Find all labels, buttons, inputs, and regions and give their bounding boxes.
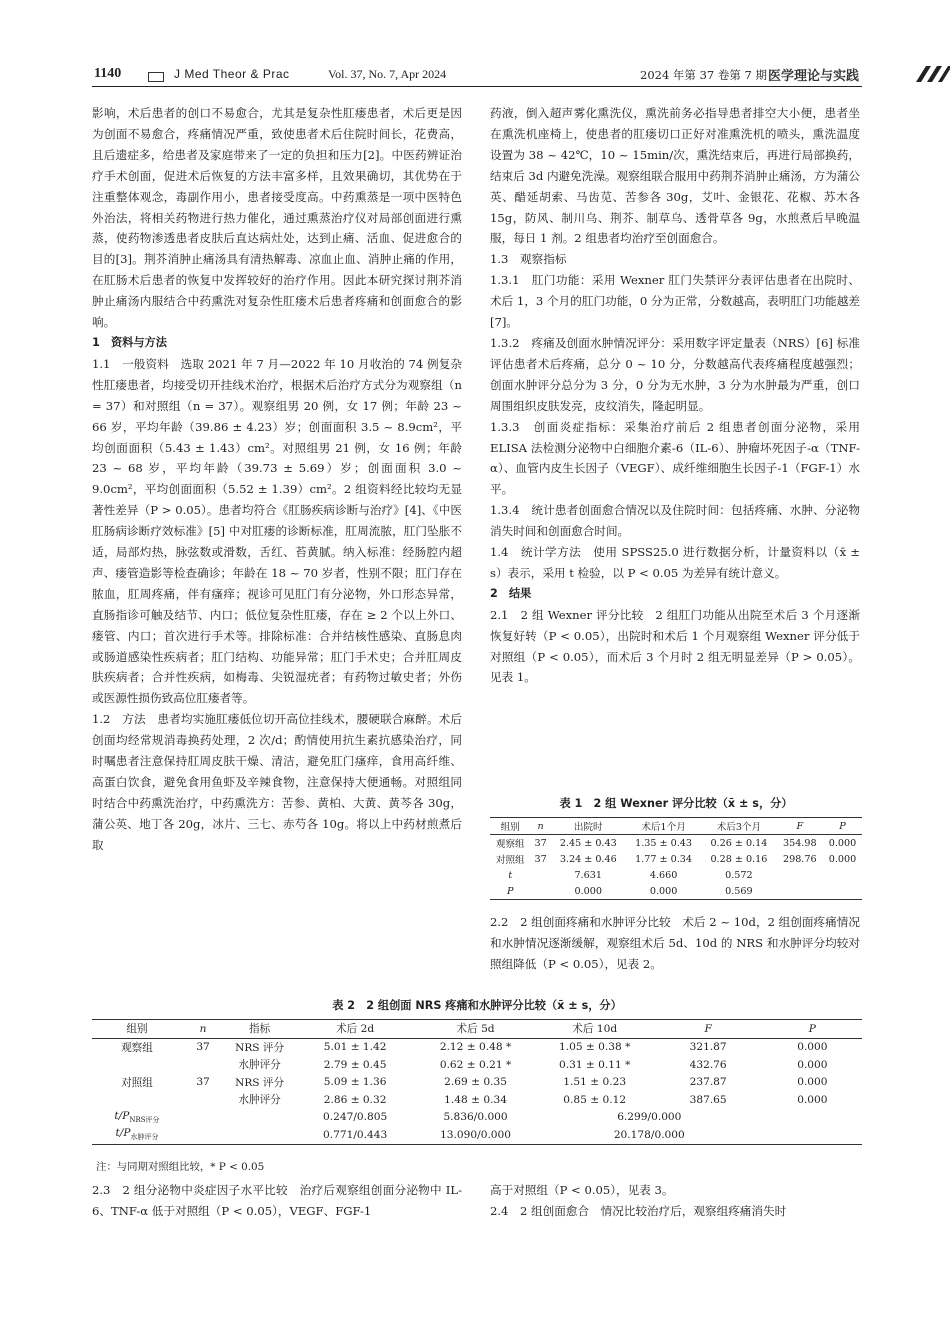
table-row	[490, 851, 862, 867]
t2-header: 指标	[224, 1020, 295, 1039]
t2-header: 组别	[92, 1020, 182, 1039]
t1-header: n	[531, 818, 551, 835]
right-column	[490, 103, 860, 688]
paragraph-methods-cont: 药液，倒入超声雾化熏洗仪，熏洗前务必指导患者排空大小便，患者坐在熏洗机座椅上，使患者的肛瘘切口正好对准熏洗机的喷头，熏洗温度设置为 38 ~ 42℃，10 ~ 15min/次，熏洗结束后，再进行局部换药，结束后 3d 内避免洗澡。观察组联合服用中药荆芥消肿止痛汤，方为蒲公英、醋延胡索、马齿苋、苦参各 30g，艾叶、金银花、花椒、苏木各 15g，防风、制川乌、荆芥、制草乌、透骨草各 9g，水煎煮后早晚温服，每日 1 剂。2 组患者均治疗至创面愈合。	[490, 106, 860, 246]
t2-cell: 5.836/0.000	[443, 1111, 508, 1124]
t1-cell: 对照组	[495, 855, 525, 866]
t1-cell: 7.631	[574, 869, 602, 881]
section-heading-results: 2 结果	[490, 586, 532, 600]
left-column	[92, 103, 462, 856]
paragraph-nrs-results: 2.2 2 组创面疼痛和水肿评分比较 术后 2 ~ 10d，2 组创面疼痛情况和水肿情况逐渐缓解，观察组术后 5d、10d 的 NRS 和水肿评分均较对照组降低（P < 0.05），见表 2。	[490, 915, 860, 971]
t2-cell: 5.09 ± 1.36	[323, 1076, 387, 1089]
t2-cell: 0.62 ± 0.21 *	[439, 1058, 512, 1071]
t2-cell: 37	[196, 1041, 210, 1054]
journal-name-en: J Med Theor & Prac	[174, 67, 290, 81]
t1-cell: 0.000	[551, 883, 626, 900]
t1-cell: 0.26 ± 0.14	[710, 837, 768, 849]
table1-caption: 表 1 2 组 Wexner 评分比较（x̄ ± s，分）	[559, 797, 793, 810]
table-row	[92, 1109, 862, 1127]
t2-cell	[763, 1109, 862, 1127]
t2-header: 术后 2d	[295, 1020, 415, 1039]
running-header	[92, 64, 862, 87]
t2-cell: 观察组	[121, 1041, 153, 1054]
t1-cell: 0.000	[828, 853, 857, 865]
paragraph-wexner-results: 2.1 2 组 Wexner 评分比较 2 组肛门功能从出院至术后 3 个月逐渐恢复好转（P < 0.05），出院时和术后 1 个月观察组 Wexner 评分低于对照组（P < 0.05），而术后 3 个月时 2 组无明显差异（P > 0.05）。见表 1。	[490, 607, 860, 685]
t1-cell: 1.35 ± 0.43	[635, 837, 693, 849]
t1-cell: 37	[534, 853, 547, 865]
t1-cell: 37	[534, 837, 547, 849]
t1-cell: 1.77 ± 0.34	[635, 853, 693, 865]
t2-cell: 水肿评分	[238, 1094, 281, 1107]
t2-cell	[224, 1109, 295, 1127]
t2-stat-sub: NRS评分	[129, 1115, 160, 1124]
header-box-icon	[148, 72, 164, 82]
t2-cell: 5.01 ± 1.42	[323, 1041, 387, 1054]
t2-cell: 432.76	[689, 1058, 727, 1071]
t2-cell	[182, 1109, 224, 1127]
t1-cell: 0.000	[626, 883, 701, 900]
t2-stat-sub: 水肿评分	[130, 1133, 159, 1142]
t2-cell: 0.31 ± 0.11 *	[558, 1058, 631, 1071]
t2-cell	[182, 1126, 224, 1144]
paragraph-pain-edema: 1.3.2 疼痛及创面水肿情况评分：采用数字评定量表（NRS）[6] 标准评估患者术后疼痛，总分 0 ~ 10 分，分数越高代表疼痛程度越强烈；创面水肿评分总分为 3 分，0 分为无水肿，3 分为水肿最为严重，创口周围组织皮肤发亮，皮纹消失，隆起明显。	[490, 335, 860, 413]
t2-cell	[182, 1091, 224, 1109]
t1-cell	[777, 867, 823, 883]
t2-cell: 20.178/0.000	[536, 1126, 763, 1144]
t2-cell: 0.000	[797, 1041, 828, 1054]
t2-cell	[92, 1056, 182, 1074]
table2-caption: 表 2 2 组创面 NRS 疼痛和水肿评分比较（x̄ ± s，分）	[332, 999, 622, 1012]
t2-cell: 13.090/0.000	[415, 1126, 536, 1144]
paragraph-anal-function: 1.3.1 肛门功能：采用 Wexner 肛门失禁评分表评估患者在出院时、术后 1，3 个月的肛门功能，0 分为正常，分数越高，表明肛门功能越差[7]。	[490, 273, 860, 330]
t1-cell: 0.572	[725, 869, 753, 881]
t1-cell	[777, 883, 823, 900]
t2-cell	[92, 1091, 182, 1109]
journal-logo-icon	[914, 64, 950, 84]
t2-cell: 0.771/0.443	[295, 1126, 415, 1144]
table-row	[490, 883, 862, 900]
t1-cell: P	[490, 883, 531, 900]
t1-header: F	[777, 818, 823, 835]
t2-cell: 6.299/0.000	[617, 1111, 682, 1124]
issue-info-cn: 2024 年第 37 卷第 7 期	[640, 68, 767, 82]
t2-header: 术后 10d	[536, 1020, 654, 1039]
t2-cell: 2.86 ± 0.32	[323, 1093, 387, 1106]
bottom-right	[490, 1180, 860, 1222]
t2-cell: 0.000	[797, 1058, 828, 1071]
t2-stat-label	[92, 1109, 182, 1127]
t1-header: 术后1个月	[626, 818, 701, 835]
t2-cell: 37	[196, 1076, 210, 1089]
t2-cell: 2.79 ± 0.45	[323, 1058, 387, 1071]
t2-cell: 1.51 ± 0.23	[563, 1076, 627, 1089]
table-row	[92, 1091, 862, 1109]
paragraph-inflammation: 1.3.3 创面炎症指标：采集治疗前后 2 组患者创面分泌物，采用 ELISA 法检测分泌物中白细胞介素-6（IL-6）、肿瘤坏死因子-α（TNF-α）、血管内皮生长因子（VEGF）、成纤维细胞生长因子-1（FGF-1）水平。	[490, 419, 860, 497]
t1-cell: 0.569	[701, 883, 776, 900]
t1-cell: 0.000	[828, 837, 857, 849]
results-22	[490, 912, 860, 975]
t2-cell: 237.87	[689, 1076, 727, 1089]
t2-cell	[763, 1126, 862, 1144]
table2-note: 注：与同期对照组比较，* P < 0.05	[96, 1161, 265, 1173]
t1-cell	[823, 883, 862, 900]
t1-header: 出院时	[551, 818, 626, 835]
t2-cell: 0.000	[797, 1093, 828, 1106]
t2-header: F	[654, 1020, 763, 1039]
t1-cell: 4.660	[649, 869, 678, 881]
intro-paragraph: 影响，术后患者的创口不易愈合，尤其是复杂性肛瘘患者，术后更是因为创面不易愈合，疼痛情况严重，致使患者术后住院时间长，花费高，且后遗症多，给患者及家庭带来了一定的负担和压力[2]。中医药辨证治疗手术创面，促进术后恢复的方法丰富多样，且效果确切，其优势在于注重整体观念，毒副作用小，患者接受度高。中药熏蒸是一项中医特色外治法，将相关药物进行热力催化，通过熏蒸治疗仪对局部创面进行熏蒸，使药物渗透患者皮肤后直达病灶处，达到止痛、活血、促进愈合的目的[3]。荆芥消肿止痛汤具有清热解毒、凉血止血、消肿止痛的作用，在肛肠术后患者的恢复中发挥较好的治疗作用。因此本研究探讨荆芥消肿止痛汤内服结合中药熏洗对复杂性肛瘘术后患者疼痛和创面愈合的影响。	[92, 106, 462, 330]
t2-stat-label-text: t/P	[114, 1109, 130, 1122]
page-number: 1140	[94, 66, 122, 81]
t1-header: 术后3个月	[701, 818, 776, 835]
table-row	[92, 1056, 862, 1074]
paragraph-inflammation-cont: 高于对照组（P < 0.05），见表 3。	[490, 1183, 674, 1197]
t2-cell: NRS 评分	[235, 1076, 285, 1089]
section-heading-methods: 1 资料与方法	[92, 335, 167, 349]
t2-cell: 水肿评分	[238, 1059, 281, 1072]
t1-cell	[531, 867, 551, 883]
paragraph-general-data: 1.1 一般资料 选取 2021 年 7 月—2022 年 10 月收治的 74 例复杂性肛瘘患者，均接受切开挂线术治疗，根据术后治疗方式分为观察组（n = 37）和对照组（n = 37）。观察组男 20 例，女 17 例；年龄 23 ~ 66 岁，平均年龄（39.86 ± 4.23）岁；创面面积 3.5 ~ 8.9cm²，平均创面面积（5.43 ± 1.43）cm²。对照组男 21 例，女 16 例；年龄 23 ~ 68 岁，平均年龄（39.73 ± 5.69）岁；创面面积 3.0 ~ 9.0cm²，平均创面面积（5.52 ± 1.39）cm²。2 组资料经比较均无显著性差异（P > 0.05）。患者均符合《肛肠疾病诊断与治疗》[4]、《中医肛肠病诊断疗效标准》[5] 中对肛瘘的诊断标准，肛周流脓，肛门坠胀不适，局部灼热，脉弦数或滑数，舌红、苔黄腻。纳入标准：经肠腔内超声、瘘管造影等检查确诊；年龄在 18 ~ 70 岁者，性别不限；肛门存在脓血，肛周疼痛，伴有瘙痒；视诊可见肛门有分泌物，外口形态异常，直肠指诊可触及结节、内口；低位复杂性肛瘘，存在 ≥ 2 个以上外口、瘘管、内口；首次进行手术等。排除标准：合并结核性感染、直肠息肉或肠道感染性疾病者；肛门结构、功能异常；肛门手术史；合并肛周皮肤疾病者；合并性疾病，如梅毒、尖锐湿疣者；有药物过敏史者；外伤或医源性损伤致高位肛瘘者等。	[92, 356, 462, 706]
t2-stat-label	[92, 1126, 182, 1144]
table-row	[92, 1126, 862, 1144]
t2-cell: 0.000	[797, 1076, 828, 1089]
t1-cell	[823, 867, 862, 883]
t2-cell: 1.48 ± 0.34	[444, 1093, 507, 1106]
paragraph-inflammation-results: 2.3 2 组分泌物中炎症因子水平比较 治疗后观察组创面分泌物中 IL-6、TNF-α 低于对照组（P < 0.05），VEGF、FGF-1	[92, 1183, 462, 1218]
t1-header: P	[823, 818, 862, 835]
t2-cell: 1.05 ± 0.38 *	[558, 1041, 631, 1054]
t2-cell: 321.87	[689, 1041, 727, 1054]
paragraph-statistics: 1.4 统计学方法 使用 SPSS25.0 进行数据分析，计量资料以（x̄ ± s）表示，采用 t 检验，以 P < 0.05 为差异有统计意义。	[490, 545, 860, 580]
t2-cell: 0.247/0.805	[323, 1111, 388, 1124]
bottom-left	[92, 1180, 462, 1222]
t2-cell	[182, 1056, 224, 1074]
t1-cell: t	[508, 869, 513, 881]
t2-stat-label-text: t/P	[115, 1127, 131, 1140]
t2-cell: 387.65	[689, 1093, 727, 1106]
t1-cell: 0.28 ± 0.16	[710, 853, 768, 865]
table-row	[92, 1038, 862, 1056]
t1-header: 组别	[490, 818, 531, 835]
heading-observation: 1.3 观察指标	[490, 252, 567, 267]
t1-cell	[531, 883, 551, 900]
table-row	[92, 1074, 862, 1092]
t1-cell: 3.24 ± 0.46	[559, 853, 617, 865]
t2-cell: NRS 评分	[235, 1041, 285, 1054]
t2-cell	[224, 1126, 295, 1144]
t2-header: n	[182, 1020, 224, 1039]
table1	[490, 817, 862, 900]
t2-header: 术后 5d	[415, 1020, 536, 1039]
volume-info: Vol. 37, No. 7, Apr 2024	[328, 67, 447, 81]
paragraph-methods: 1.2 方法 患者均实施肛瘘低位切开高位挂线术，腰硬联合麻醉。术后创面均经常规消毒换药处理，2 次/d；酌情使用抗生素抗感染治疗，同时嘱患者注意保持肛周皮肤干燥、清洁，避免肛门瘙痒，食用高纤维、高蛋白饮食，避免食用鱼虾及辛辣食物，注意保持大便通畅。对照组同时结合中药熏洗治疗，中药熏洗方：苦参、黄柏、大黄、黄芩各 30g，蒲公英、地丁各 20g，冰片、三七、赤芍各 10g。将以上中药材煎煮后取	[92, 712, 462, 852]
t2-header: P	[763, 1020, 862, 1039]
t2-cell: 0.85 ± 0.12	[563, 1093, 627, 1106]
t1-cell: 298.76	[783, 853, 817, 865]
table-row	[490, 835, 862, 852]
table-row	[490, 867, 862, 883]
paragraph-healing-results: 2.4 2 组创面愈合 情况比较治疗后，观察组疼痛消失时	[490, 1204, 787, 1218]
t2-cell: 2.12 ± 0.48 *	[439, 1041, 512, 1054]
paragraph-healing: 1.3.4 统计患者创面愈合情况以及住院时间：包括疼痛、水肿、分泌物消失时间和创面愈合时间。	[490, 503, 860, 539]
journal-name-cn: 医学理论与实践	[768, 69, 860, 84]
t2-cell: 2.69 ± 0.35	[444, 1076, 507, 1089]
t1-cell: 2.45 ± 0.43	[559, 837, 617, 849]
t2-cell: 对照组	[121, 1076, 153, 1089]
table2	[92, 1019, 862, 1145]
t1-cell: 观察组	[495, 839, 525, 850]
t1-cell: 354.98	[783, 837, 817, 849]
